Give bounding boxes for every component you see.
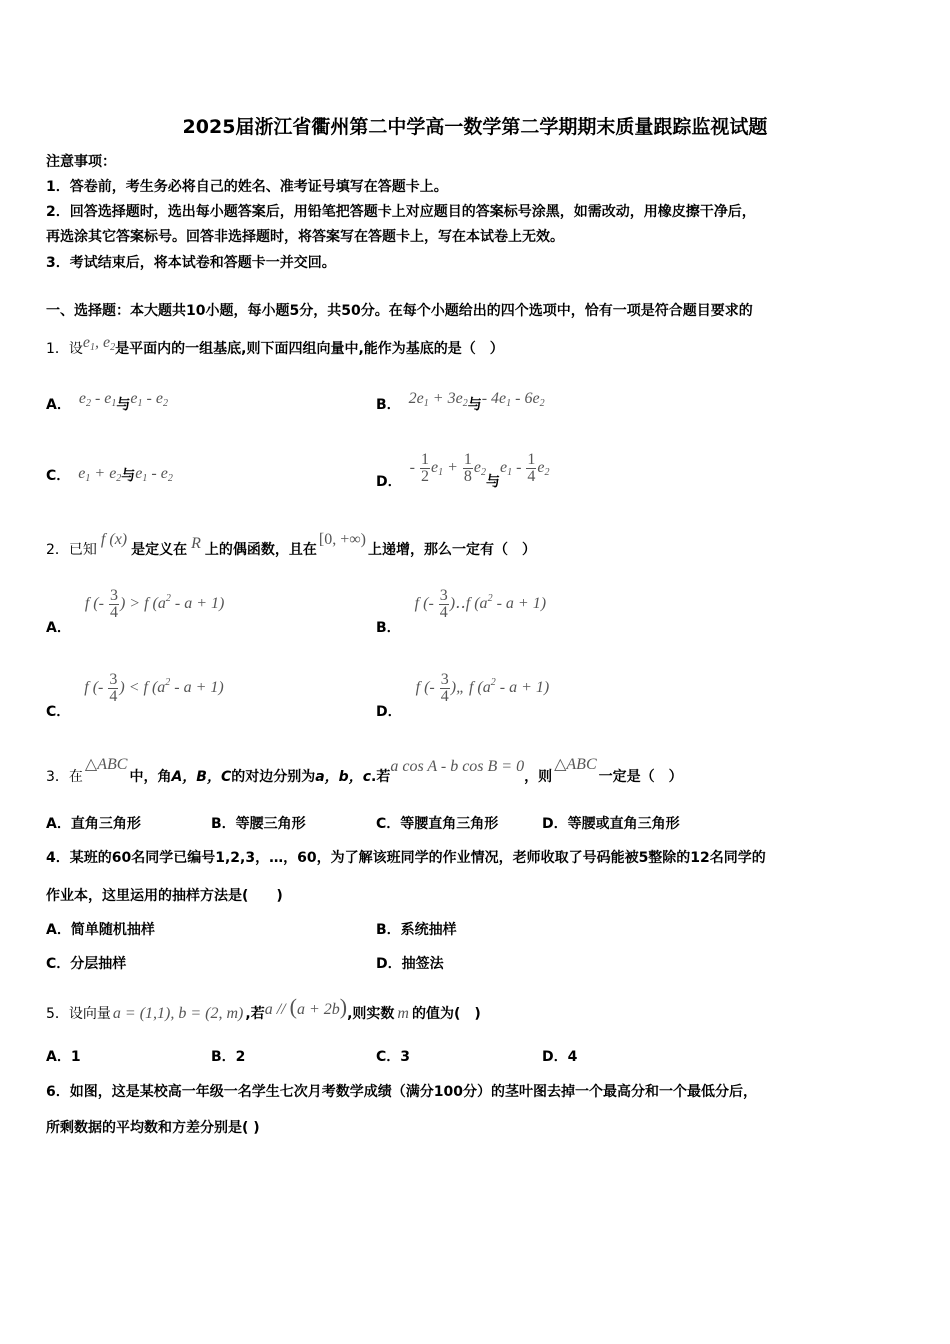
question-3-stem (46, 756, 683, 787)
q3-prefix: 3．在 (46, 769, 83, 785)
q4-line-1: 4．某班的60名同学已编号1,2,3，…，60，为了解该班同学的作业情况，老师收取了号码能被5整除的12名同学的 (46, 850, 766, 866)
q1-option-c-math2: $e_1 - e_2$ (135, 465, 173, 484)
notice-item-2b: 再选涂其它答案标号。回答非选择题时，将答案写在答题卡上，写在本试卷上无效。 (46, 229, 564, 245)
q1-option-a (46, 390, 168, 420)
q1-option-b-math2: - $4e_1 - 6e_2$ (481, 390, 545, 409)
q1-option-c-math1: $e_1 + e_2$ (78, 465, 122, 484)
q1-option-b-label: B． (376, 397, 401, 413)
q3-option-a: A．直角三角形 (46, 816, 141, 832)
q1-option-b-math1: $2e_1 + 3e_2$ (408, 390, 468, 409)
q5-mid2: ,则实数 (347, 1006, 395, 1022)
notice-item-3: 3．考试结束后，将本试卷和答题卡一并交回。 (46, 255, 336, 271)
q1-option-d-math2: $e_1$ - $\frac{1}{4}$ $e_2$ (499, 451, 550, 485)
q1-option-c-and: 与 (121, 468, 136, 484)
q6-line-2: 所剩数据的平均数和方差分别是( ) (46, 1120, 260, 1136)
q2-option-a (46, 587, 225, 637)
notice-item-1: 1．答卷前，考生务必将自己的姓名、准考证号填写在答题卡上。 (46, 179, 448, 195)
q2-prefix: 2．已知 (46, 542, 97, 558)
q1-option-c-label: C． (46, 468, 71, 484)
q2-option-c-label: C． (46, 704, 71, 721)
q1-option-b-and: 与 (467, 397, 482, 413)
q3-mid1: 中，角 (129, 769, 172, 785)
q3-suffix: 一定是（ ） (598, 769, 683, 785)
q5-option-c: C．3 (376, 1049, 411, 1065)
q5-option-a: A．1 (46, 1049, 81, 1065)
q1-option-c (46, 466, 173, 491)
q3-option-b: B．等腰三角形 (211, 816, 306, 832)
q2-option-b (376, 587, 547, 637)
q3-mid4: ，则 (524, 769, 553, 785)
question-1-stem (46, 334, 504, 364)
q3-mid2: 的对边分别为 (231, 769, 316, 785)
q5-option-d: D．4 (542, 1049, 578, 1065)
page-title: 2025届浙江省衢州第二中学高一数学第二学期期末质量跟踪监视试题 (182, 116, 768, 138)
q3-option-d: D．等腰或直角三角形 (542, 816, 680, 832)
q4-option-b: B．系统抽样 (376, 922, 457, 938)
q1-option-a-and: 与 (116, 397, 131, 413)
q5-m-math: m (397, 1005, 409, 1022)
q2-option-c-math: f (- $\frac{3}{4}$ ) < f $(a^2 - a + 1)$ (84, 671, 224, 705)
q1-suffix: 是平面内的一组基底,则下面四组向量中,能作为基底的是（ ） (115, 341, 504, 357)
q4-option-c: C．分层抽样 (46, 956, 127, 972)
q4-option-d: D．抽签法 (376, 956, 444, 972)
q2-option-d-math: f (- $\frac{3}{4}$ )„ f $(a^2 - a + 1)$ (415, 671, 550, 705)
q3-triangle-math-2: △ABC (554, 756, 597, 773)
q2-mid1: 是定义在 (131, 542, 188, 558)
q2-option-d-label: D． (376, 704, 402, 721)
q4-option-a: A．简单随机抽样 (46, 922, 155, 938)
q3-condition-math: a cos A - b cos B = 0 (390, 758, 525, 775)
question-2-stem (46, 531, 536, 560)
q2-option-c (46, 671, 224, 721)
q3-option-c: C．等腰直角三角形 (376, 816, 499, 832)
q1-option-b (376, 390, 545, 420)
q1-option-d-and: 与 (485, 474, 500, 491)
q2-option-a-label: A． (46, 620, 71, 637)
q2-interval-math: [0, +∞) (318, 531, 366, 548)
q5-suffix: 的值为( ) (411, 1006, 481, 1022)
q1-prefix: 1．设 (46, 341, 83, 357)
q1-option-a-math1: $e_2 - e_1$ (78, 390, 117, 409)
q5-mid1: ,若 (245, 1006, 265, 1022)
q1-basis-math: $e_1$, $e_2$ (82, 334, 116, 353)
question-5-stem (46, 994, 481, 1024)
q2-mid2: 上的偶函数，且在 (204, 542, 317, 558)
q1-option-d-label: D． (376, 474, 402, 491)
q1-option-a-label: A． (46, 397, 71, 413)
notice-heading: 注意事项： (46, 154, 116, 170)
q3-triangle-math-1: △ABC (84, 756, 128, 773)
q5-option-b: B．2 (211, 1049, 246, 1065)
q2-option-a-math: f (- $\frac{3}{4}$ ) > f $(a^2 - a + 1)$ (84, 587, 225, 621)
q2-option-b-math: f (- $\frac{3}{4}$ )‥f $(a^2 - a + 1)$ (414, 587, 547, 621)
q5-vectors-math: a = (1,1), b = (2, m) (112, 1005, 244, 1022)
q3-mid3: .若 (371, 769, 391, 785)
q4-line-2: 作业本，这里运用的抽样方法是( ) (46, 888, 283, 904)
q2-option-d (376, 671, 550, 721)
q2-fx-math: f (x) (100, 531, 128, 548)
section-heading: 一、选择题：本大题共10小题，每小题5分，共50分。在每个小题给出的四个选项中，恰有一项是符合题目要求的 (46, 303, 753, 319)
q5-parallel-math: a // (a + 2b) (264, 994, 348, 1019)
q2-suffix: 上递增，那么一定有（ ） (368, 542, 536, 558)
q6-line-1: 6．如图，这是某校高一年级一名学生七次月考数学成绩（满分100分）的茎叶图去掉一个最高分和一个最低分后， (46, 1084, 757, 1100)
q5-prefix: 5．设向量 (46, 1006, 111, 1022)
notice-item-2a: 2．回答选择题时，选出每小题答案后，用铅笔把答题卡上对应题目的答案标号涂黑，如需改动，用橡皮擦干净后， (46, 204, 756, 220)
q2-R-math: R (191, 535, 201, 552)
q3-angles-math: A，B，C (171, 769, 232, 785)
q1-option-d-math1: - $\frac{1}{2}$ $e_1$ + $\frac{1}{8}$ $e_2$ (409, 451, 486, 485)
q1-option-a-math2: $e_1 - e_2$ (130, 390, 168, 409)
q3-sides-math: a，b，c (315, 769, 372, 785)
q1-option-d (376, 451, 550, 491)
q2-option-b-label: B． (376, 620, 401, 637)
